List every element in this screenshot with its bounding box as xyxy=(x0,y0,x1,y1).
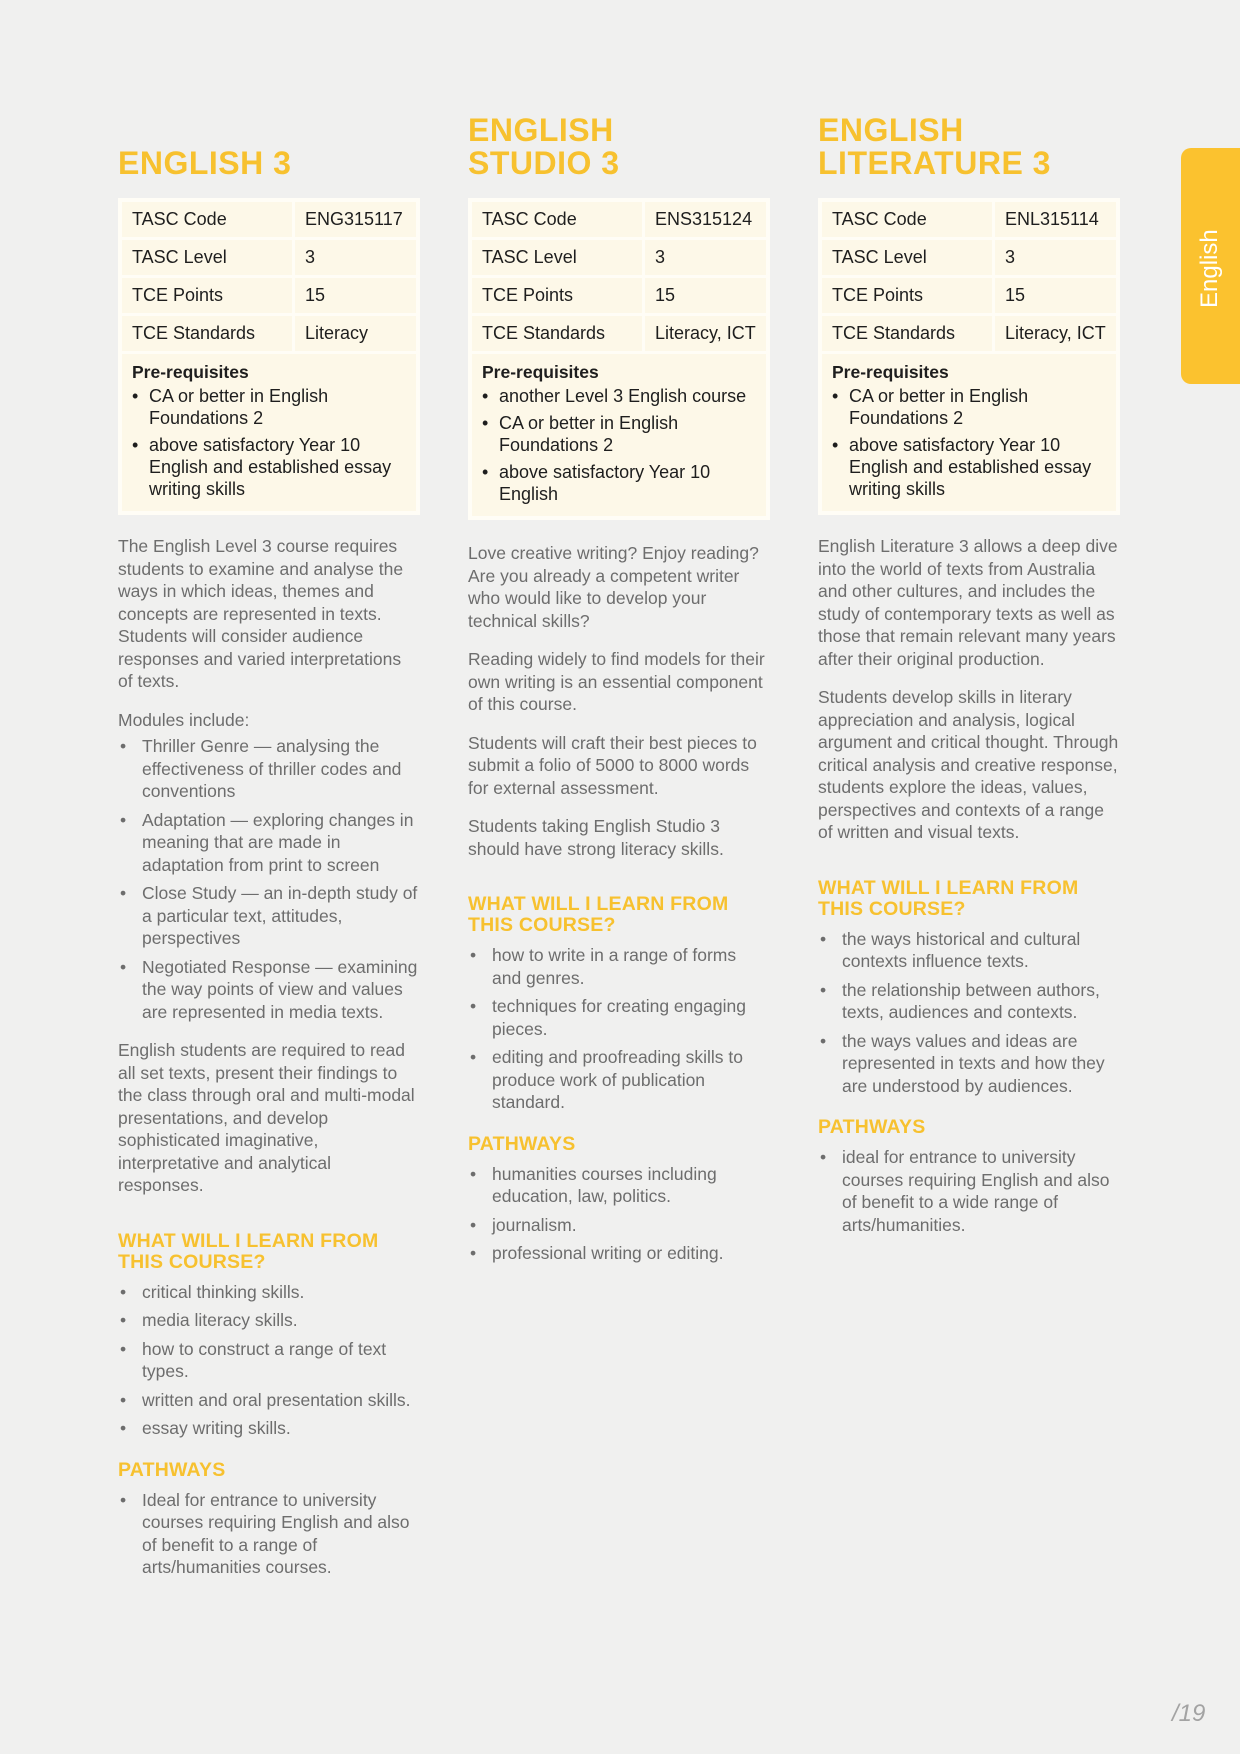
module-item: • Adaptation — exploring changes in meaning that are made in adaptation from print to screen xyxy=(118,809,420,877)
info-row xyxy=(122,277,416,315)
course-info-box xyxy=(468,198,770,520)
course-title-line: STUDIO 3 xyxy=(468,145,620,181)
prerequisites-list xyxy=(482,385,756,505)
course-paragraph: Love creative writing? Enjoy reading? Are you already a competent writer who would like to develop your technical skills? xyxy=(468,543,759,631)
side-tab-label: English xyxy=(1196,229,1223,308)
learn-item: • critical thinking skills. xyxy=(118,1281,420,1304)
info-row xyxy=(472,202,766,239)
course-paragraph: Students taking English Studio 3 should have strong literacy skills. xyxy=(468,816,724,859)
course-title-line: ENGLISH 3 xyxy=(118,145,292,181)
info-label: TCE Standards xyxy=(822,315,994,353)
course-closing-paragraph: English students are required to read all set texts, present their findings to the class through oral and multi-modal presentations, and develop sophisticated imaginative, interpretative and analytical responses. xyxy=(118,1040,415,1195)
learn-heading: WHAT WILL I LEARN FROM THIS COURSE? xyxy=(118,1229,379,1273)
pathways-heading: PATHWAYS xyxy=(118,1458,226,1481)
info-label: TASC Code xyxy=(822,202,994,239)
course-info-box xyxy=(818,198,1120,515)
page-number: /19 xyxy=(1172,1700,1206,1727)
prerequisites-list xyxy=(832,385,1106,500)
course-paragraph: English Literature 3 allows a deep dive into the world of texts from Australia and other cultures, and includes the study of contemporary texts as well as those that remain relevant many years after their original production. xyxy=(818,536,1118,669)
info-label: TASC Code xyxy=(472,202,644,239)
course-column-english-literature-3 xyxy=(818,110,1120,1252)
prerequisites-heading: Pre-requisites xyxy=(832,362,949,382)
info-value: 3 xyxy=(644,239,767,277)
pathways-heading: PATHWAYS xyxy=(468,1132,576,1155)
info-row xyxy=(122,315,416,353)
pathway-item: • ideal for entrance to university courses requiring English and also of benefit to a wide range of arts/humanities. xyxy=(818,1146,1120,1236)
info-value: 15 xyxy=(294,277,417,315)
info-value: ENS315124 xyxy=(644,202,767,239)
course-column-english-3 xyxy=(118,110,420,1595)
info-label: TASC Level xyxy=(822,239,994,277)
info-row xyxy=(822,202,1116,239)
course-info-table xyxy=(122,202,416,354)
info-row xyxy=(822,239,1116,277)
pathways-list xyxy=(818,1146,1120,1236)
learn-list xyxy=(468,944,770,1114)
course-paragraph: Students will craft their best pieces to submit a folio of 5000 to 8000 words for external assessment. xyxy=(468,732,757,798)
pathway-item: • journalism. xyxy=(468,1214,770,1237)
info-value: ENG315117 xyxy=(294,202,417,239)
modules-label: Modules include: xyxy=(118,709,250,730)
info-row xyxy=(822,277,1116,315)
info-label: TCE Standards xyxy=(472,315,644,353)
prerequisite-item: • another Level 3 English course xyxy=(482,385,756,407)
course-title xyxy=(118,110,420,180)
pathways-list xyxy=(468,1163,770,1265)
learn-item: • how to construct a range of text types. xyxy=(118,1338,420,1383)
info-value: Literacy xyxy=(294,315,417,353)
prerequisite-item: • CA or better in English Foundations 2 xyxy=(132,385,406,429)
course-title xyxy=(818,110,1120,180)
module-item: • Thriller Genre — analysing the effectiveness of thriller codes and conventions xyxy=(118,735,420,803)
info-label: TCE Standards xyxy=(122,315,294,353)
info-row xyxy=(472,277,766,315)
info-value: 15 xyxy=(994,277,1117,315)
info-label: TASC Code xyxy=(122,202,294,239)
learn-item: • editing and proofreading skills to produce work of publication standard. xyxy=(468,1046,770,1114)
learn-heading: WHAT WILL I LEARN FROM THIS COURSE? xyxy=(468,893,729,936)
course-paragraph: Students develop skills in literary appreciation and analysis, logical argument and critical thought. Through critical analysis and creative response, students explore the ideas, values, perspectives and contexts of a range of written and visual texts. xyxy=(818,687,1119,842)
info-value: 15 xyxy=(644,277,767,315)
course-column-english-studio-3 xyxy=(468,110,770,1281)
section-side-tab xyxy=(1181,148,1240,384)
learn-list xyxy=(118,1281,420,1440)
info-label: TCE Points xyxy=(472,277,644,315)
info-label: TCE Points xyxy=(122,277,294,315)
learn-item: • the ways values and ideas are represented in texts and how they are understood by audiences. xyxy=(818,1030,1120,1098)
pathway-item: • Ideal for entrance to university courses requiring English and also of benefit to a range of arts/humanities courses. xyxy=(118,1489,420,1579)
module-item: • Close Study — an in-depth study of a particular text, attitudes, perspectives xyxy=(118,882,420,950)
learn-item: • media literacy skills. xyxy=(118,1309,420,1332)
info-row xyxy=(122,239,416,277)
info-row xyxy=(822,315,1116,353)
learn-item: • essay writing skills. xyxy=(118,1417,420,1440)
course-info-table xyxy=(822,202,1116,354)
course-title xyxy=(468,110,770,180)
learn-heading: WHAT WILL I LEARN FROM THIS COURSE? xyxy=(818,876,1079,920)
info-value: 3 xyxy=(294,239,417,277)
pathway-item: • humanities courses including education, law, politics. xyxy=(468,1163,770,1208)
prerequisites-list xyxy=(132,385,406,500)
pathways-list xyxy=(118,1489,420,1579)
pathway-item: • professional writing or editing. xyxy=(468,1242,770,1265)
learn-item: • techniques for creating engaging pieces. xyxy=(468,995,770,1040)
prerequisites-heading: Pre-requisites xyxy=(482,362,599,382)
learn-item: • the relationship between authors, texts, audiences and contexts. xyxy=(818,979,1120,1024)
prerequisite-item: • above satisfactory Year 10 English xyxy=(482,461,756,505)
info-value: ENL315114 xyxy=(994,202,1117,239)
course-paragraph: Reading widely to find models for their own writing is an essential component of this course. xyxy=(468,649,765,714)
modules-list xyxy=(118,735,420,1023)
prerequisite-item: • above satisfactory Year 10 English and established essay writing skills xyxy=(132,434,406,500)
prerequisites-heading: Pre-requisites xyxy=(132,362,249,382)
info-value: Literacy, ICT xyxy=(994,315,1117,353)
module-item: • Negotiated Response — examining the way points of view and values are represented in media texts. xyxy=(118,956,420,1024)
course-info-table xyxy=(472,202,766,354)
info-row xyxy=(472,239,766,277)
pathways-heading: PATHWAYS xyxy=(818,1116,926,1138)
prerequisite-item: • CA or better in English Foundations 2 xyxy=(832,385,1106,429)
prerequisites-section xyxy=(822,354,1116,511)
info-label: TASC Level xyxy=(472,239,644,277)
info-value: 3 xyxy=(994,239,1117,277)
info-value: Literacy, ICT xyxy=(644,315,767,353)
course-title-line: LITERATURE 3 xyxy=(818,145,1051,181)
info-label: TASC Level xyxy=(122,239,294,277)
prerequisites-section xyxy=(472,354,766,516)
course-description: The English Level 3 course requires students to examine and analyse the ways in which ideas, themes and concepts are represented in texts. Students will consider audience responses and varied interpretations of texts. xyxy=(118,536,404,691)
learn-item: • how to write in a range of forms and genres. xyxy=(468,944,770,989)
course-title-line: ENGLISH xyxy=(818,112,964,148)
learn-item: • written and oral presentation skills. xyxy=(118,1389,420,1412)
info-row xyxy=(472,315,766,353)
prerequisite-item: • CA or better in English Foundations 2 xyxy=(482,412,756,456)
prerequisite-item: • above satisfactory Year 10 English and established essay writing skills xyxy=(832,434,1106,500)
learn-item: • the ways historical and cultural contexts influence texts. xyxy=(818,928,1120,973)
prerequisites-section xyxy=(122,354,416,511)
course-title-line: ENGLISH xyxy=(468,112,614,148)
info-row xyxy=(122,202,416,239)
course-info-box xyxy=(118,198,420,515)
info-label: TCE Points xyxy=(822,277,994,315)
learn-list xyxy=(818,928,1120,1098)
